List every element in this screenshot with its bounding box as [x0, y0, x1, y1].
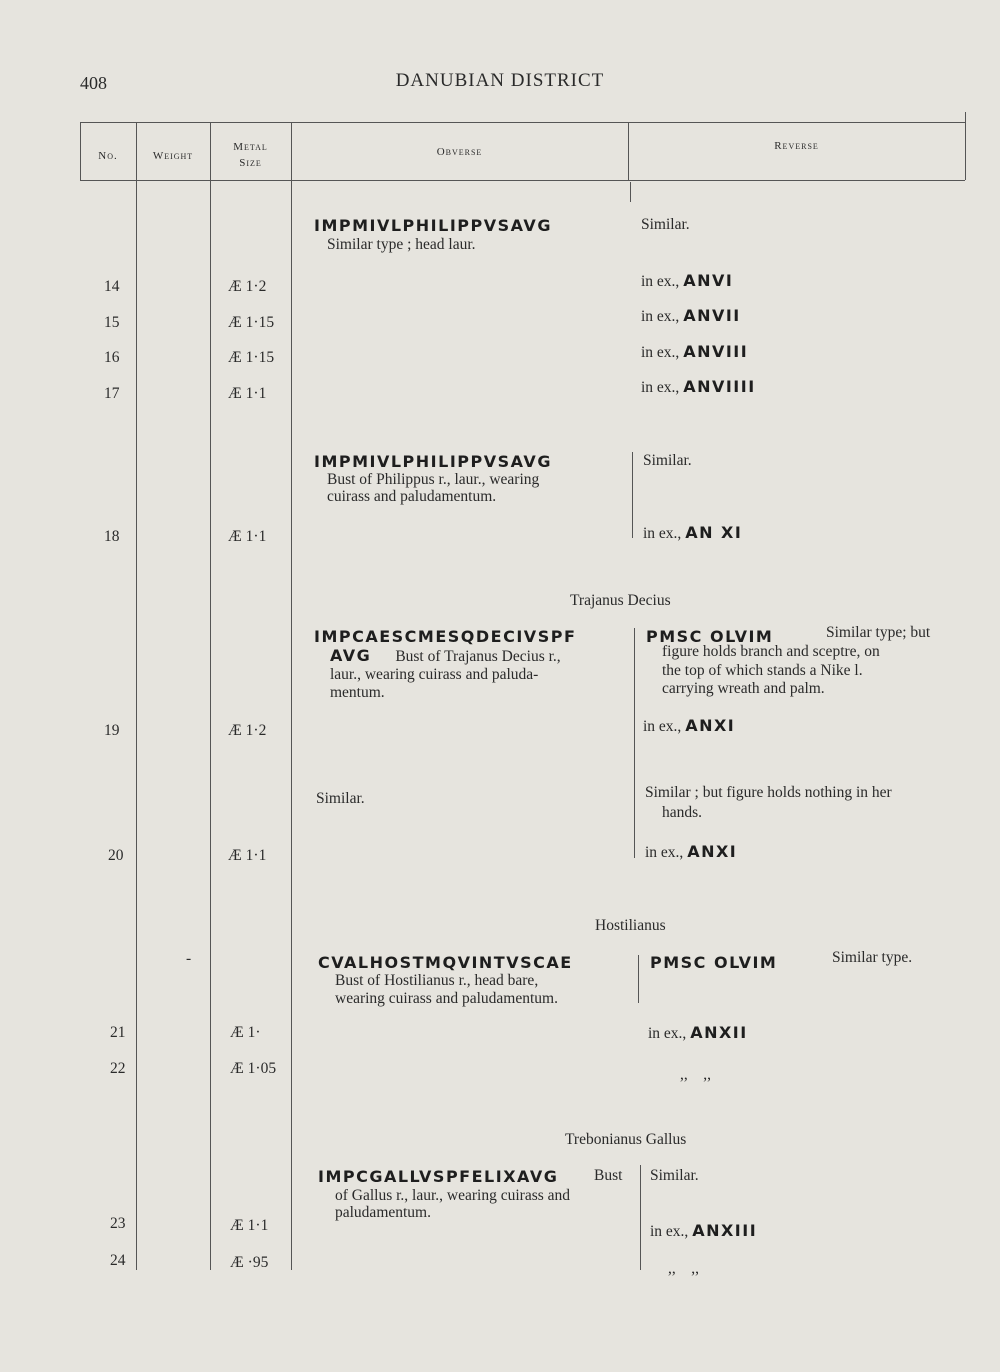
reverse-description: Similar. [641, 216, 690, 233]
metal-size: Æ 1·2 [228, 722, 267, 739]
page-number: 408 [80, 73, 107, 93]
reverse-description: Similar. [643, 452, 692, 469]
reverse-exergue [641, 272, 733, 290]
obverse-legend: CVALHOSTMQVINTVSCAE [318, 953, 573, 972]
obverse-description: Bust [594, 1167, 623, 1184]
coin-number: 18 [104, 528, 120, 545]
header-bottom-rule [80, 180, 965, 181]
metal-size: Æ 1·15 [228, 314, 275, 331]
obverse-description: Similar type ; head laur. [327, 236, 476, 253]
exergue-legend: ANXIII [692, 1221, 758, 1240]
metal-size: Æ 1·1 [228, 385, 267, 402]
exergue-label: in ex., [643, 525, 686, 542]
reverse-exergue [643, 717, 735, 735]
reverse-description: figure holds branch and sceptre, on [662, 643, 880, 660]
exergue-label: in ex., [641, 273, 684, 290]
coin-number: 14 [104, 278, 120, 295]
coin-number: 19 [104, 722, 120, 739]
coin-number: 23 [110, 1215, 126, 1232]
reverse-exergue [643, 524, 742, 542]
section-heading: Hostilianus [595, 917, 666, 934]
exergue-legend: ANXII [690, 1023, 748, 1042]
section-heading: Trebonianus Gallus [565, 1131, 687, 1148]
reverse-exergue [641, 307, 741, 325]
ditto-marks: ,, ,, [668, 1260, 699, 1277]
metal-size: Æ 1·1 [228, 847, 267, 864]
obverse-legend: IMPMIVLPHILIPPVSAVG [314, 216, 552, 235]
obverse-description: of Gallus r., laur., wearing cuirass and [335, 1187, 571, 1204]
obverse-description: Bust of Hostilianus r., head bare, [335, 972, 539, 989]
ditto-marks: ,, ,, [680, 1066, 711, 1083]
metal-size: Æ 1·15 [228, 349, 275, 366]
obverse-legend: IMPCGALLVSPFELIXAVG [318, 1167, 559, 1186]
obverse-description-line [330, 647, 561, 665]
obverse-description: wearing cuirass and paludamentum. [335, 990, 558, 1007]
reverse-rule [634, 628, 635, 858]
obverse-description: Bust of Trajanus Decius r., [395, 648, 561, 665]
obverse-legend-continued: AVG [330, 646, 372, 665]
column-rule [136, 122, 137, 1270]
exergue-label: in ex., [645, 844, 688, 861]
coin-number: 24 [110, 1252, 126, 1269]
exergue-legend: ANVIII [683, 342, 749, 361]
obverse-description: Bust of Philippus r., laur., wearing [327, 471, 540, 488]
exergue-legend: ANXI [687, 842, 738, 861]
section-heading: Trajanus Decius [570, 592, 671, 609]
empty-marker: - [186, 950, 192, 967]
reverse-exergue [641, 343, 748, 361]
running-head: DANUBIAN DISTRICT [395, 70, 605, 91]
reverse-exergue [648, 1024, 748, 1042]
reverse-legend: PMSC OLVIM [650, 953, 778, 972]
metal-size: Æ 1·1 [228, 528, 267, 545]
column-rule [291, 122, 292, 1270]
coin-number: 22 [110, 1060, 126, 1077]
column-header-weight: Weight [152, 150, 194, 162]
column-rule [965, 112, 966, 180]
obverse-description: mentum. [330, 684, 385, 701]
reverse-description: Similar. [650, 1167, 699, 1184]
reverse-exergue [645, 843, 737, 861]
exergue-label: in ex., [643, 718, 686, 735]
reverse-description: Similar type. [832, 949, 913, 966]
table-top-rule [80, 122, 965, 123]
exergue-legend: AN XI [685, 523, 743, 542]
metal-size: Æ 1·05 [230, 1060, 277, 1077]
reverse-legend: PMSC OLVIM [646, 627, 774, 646]
obverse-description: Similar. [316, 790, 365, 807]
column-header-metal: Metal [233, 141, 268, 153]
reverse-description: Similar ; but figure holds nothing in her [645, 784, 892, 801]
metal-size: Æ 1· [230, 1024, 261, 1041]
column-header-no: No. [98, 150, 118, 162]
coin-number: 21 [110, 1024, 126, 1041]
reverse-description: the top of which stands a Nike l. [662, 662, 863, 679]
metal-size: Æ 1·2 [228, 278, 267, 295]
obverse-legend: IMPMIVLPHILIPPVSAVG [314, 452, 552, 471]
exergue-label: in ex., [648, 1025, 691, 1042]
exergue-legend: ANVI [683, 271, 734, 290]
exergue-legend: ANVII [683, 306, 741, 325]
exergue-label: in ex., [650, 1223, 693, 1240]
column-rule [210, 122, 211, 1270]
reverse-rule [630, 182, 631, 202]
reverse-rule [632, 452, 633, 538]
metal-size: Æ 1·1 [230, 1217, 269, 1234]
metal-size: Æ ·95 [230, 1254, 269, 1271]
column-header-obverse: Obverse [436, 146, 483, 158]
obverse-description: laur., wearing cuirass and paluda- [330, 666, 539, 683]
coin-number: 17 [104, 385, 120, 402]
obverse-description: cuirass and paludamentum. [327, 488, 497, 505]
coin-number: 15 [104, 314, 120, 331]
exergue-legend: ANVIIII [683, 377, 756, 396]
exergue-label: in ex., [641, 344, 684, 361]
column-header-size: Size [239, 157, 262, 169]
reverse-description: hands. [662, 804, 703, 821]
reverse-rule [638, 955, 639, 1003]
coin-number: 20 [108, 847, 124, 864]
reverse-exergue [641, 378, 756, 396]
obverse-legend: IMPCAESCMESQDECIVSPF [314, 627, 577, 646]
exergue-legend: ANXI [685, 716, 736, 735]
reverse-exergue [650, 1222, 757, 1240]
reverse-description: carrying wreath and palm. [662, 680, 825, 697]
obverse-description: paludamentum. [335, 1204, 431, 1221]
exergue-label: in ex., [641, 308, 684, 325]
exergue-label: in ex., [641, 379, 684, 396]
coin-number: 16 [104, 349, 120, 366]
column-header-reverse: Reverse [774, 140, 819, 152]
reverse-description: Similar type; but [826, 624, 931, 641]
reverse-rule [640, 1165, 641, 1270]
